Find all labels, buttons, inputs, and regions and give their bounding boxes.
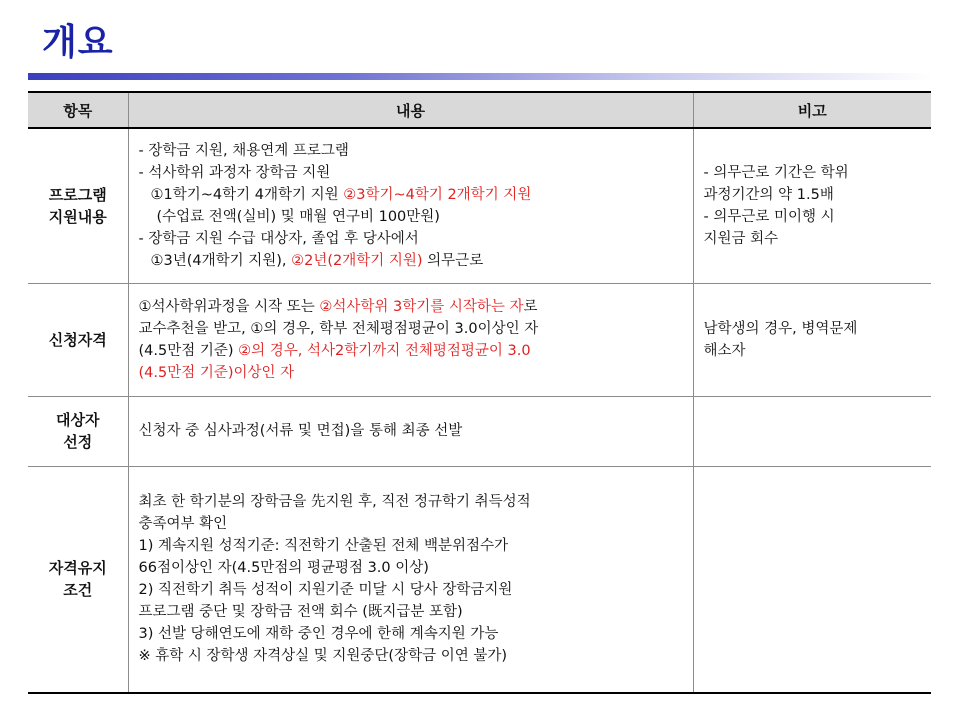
content-text-highlight: ②의 경우, 석사2학기까지 전체평점평균이 3.0 — [238, 342, 531, 359]
row-content-eligibility — [128, 283, 693, 396]
overview-table — [28, 91, 931, 694]
content-text-highlight: ②2년(2개학기 지원) — [291, 252, 423, 269]
content-line: 신청자 중 심사과정(서류 및 면접)을 통해 최종 선발 — [138, 423, 463, 439]
table-row — [28, 283, 931, 396]
row-label-selection — [28, 396, 128, 466]
row-label-line: 대상자 — [56, 411, 100, 429]
content-line: - 장학금 지원, 채용연계 프로그램 — [138, 142, 349, 159]
row-label-line: 조건 — [63, 581, 93, 600]
content-line — [139, 250, 683, 272]
header-content: 내용 — [128, 92, 693, 128]
content-line: 교수추천을 받고, ①의 경우, 학부 전체평점평균이 3.0이상인 자 — [138, 320, 539, 337]
table-header-row — [28, 92, 931, 128]
content-text: ①1학기~4학기 4개학기 지원 — [150, 186, 344, 203]
content-line — [139, 296, 683, 318]
row-label-line: 자격유지 — [48, 559, 107, 578]
content-line: - 장학금 지원 수급 대상자, 졸업 후 당사에서 — [138, 230, 419, 247]
row-content-selection — [128, 396, 693, 466]
content-line: 충족여부 확인 — [138, 516, 228, 533]
content-text-highlight: (4.5만점 기준) — [138, 364, 234, 381]
content-line: 1) 계속지원 성적기준: 직전학기 산출된 전체 백분위점수가 — [138, 538, 509, 555]
table-row — [28, 128, 931, 283]
content-line: 2) 직전학기 취득 성적이 지원기준 미달 시 당사 장학금지원 — [138, 582, 513, 599]
content-line: 3) 선발 당해연도에 재학 중인 경우에 한해 계속지원 가능 — [138, 626, 499, 643]
row-note-maintenance — [693, 466, 931, 693]
content-text: 로 — [523, 298, 538, 315]
content-text: ①3년(4개학기 지원), — [150, 252, 292, 269]
note-line: 지원금 회수 — [703, 230, 779, 247]
header-note: 비고 — [693, 92, 931, 128]
row-label-eligibility: 신청자격 — [28, 283, 128, 396]
row-note-program — [693, 128, 931, 283]
note-line: 남학생의 경우, 병역문제 — [703, 320, 858, 337]
note-line: - 의무근로 기간은 학위 — [703, 164, 849, 181]
content-line — [139, 184, 683, 206]
note-line: 해소자 — [703, 342, 746, 359]
page-title: 개요 — [42, 22, 114, 63]
content-line: ※ 휴학 시 장학생 자격상실 및 지원중단(장학금 이연 불가) — [138, 648, 507, 665]
table-row — [28, 466, 931, 693]
content-line — [139, 362, 683, 384]
content-line: 최초 한 학기분의 장학금을 先지원 후, 직전 정규학기 취득성적 — [138, 494, 531, 511]
content-line — [139, 340, 683, 362]
header-item: 항목 — [28, 92, 128, 128]
content-line: 66점이상인 자(4.5만점의 평균평점 3.0 이상) — [138, 560, 429, 577]
row-label-line: 프로그램 — [48, 185, 107, 204]
content-text: 의무근로 — [422, 252, 484, 269]
table-row — [28, 396, 931, 466]
content-line: - 석사학위 과정자 장학금 지원 — [138, 164, 331, 181]
content-line: 프로그램 중단 및 장학금 전액 회수 (既지급분 포함) — [138, 604, 463, 621]
content-text: ①석사학위과정을 시작 또는 — [138, 298, 320, 315]
row-label-maintenance — [28, 466, 128, 693]
note-line: 과정기간의 약 1.5배 — [703, 186, 834, 203]
content-text-highlight: ②3학기~4학기 2개학기 지원 — [343, 186, 532, 203]
content-text: (4.5만점 기준) — [138, 342, 239, 359]
row-label-program — [28, 128, 128, 283]
row-label-line: 선정 — [63, 433, 93, 451]
content-text-highlight: ②석사학위 3학기를 시작하는 자 — [319, 298, 524, 315]
row-content-program — [128, 128, 693, 283]
title-underline — [28, 73, 932, 80]
row-label-line: 지원내용 — [48, 207, 107, 226]
row-content-maintenance — [128, 466, 693, 693]
content-text-highlight: 이상인 자 — [233, 364, 295, 381]
row-note-selection — [693, 396, 931, 466]
note-line: - 의무근로 미이행 시 — [703, 208, 835, 225]
row-note-eligibility — [693, 283, 931, 396]
content-line: (수업료 전액(실비) 및 매월 연구비 100만원) — [156, 208, 440, 225]
